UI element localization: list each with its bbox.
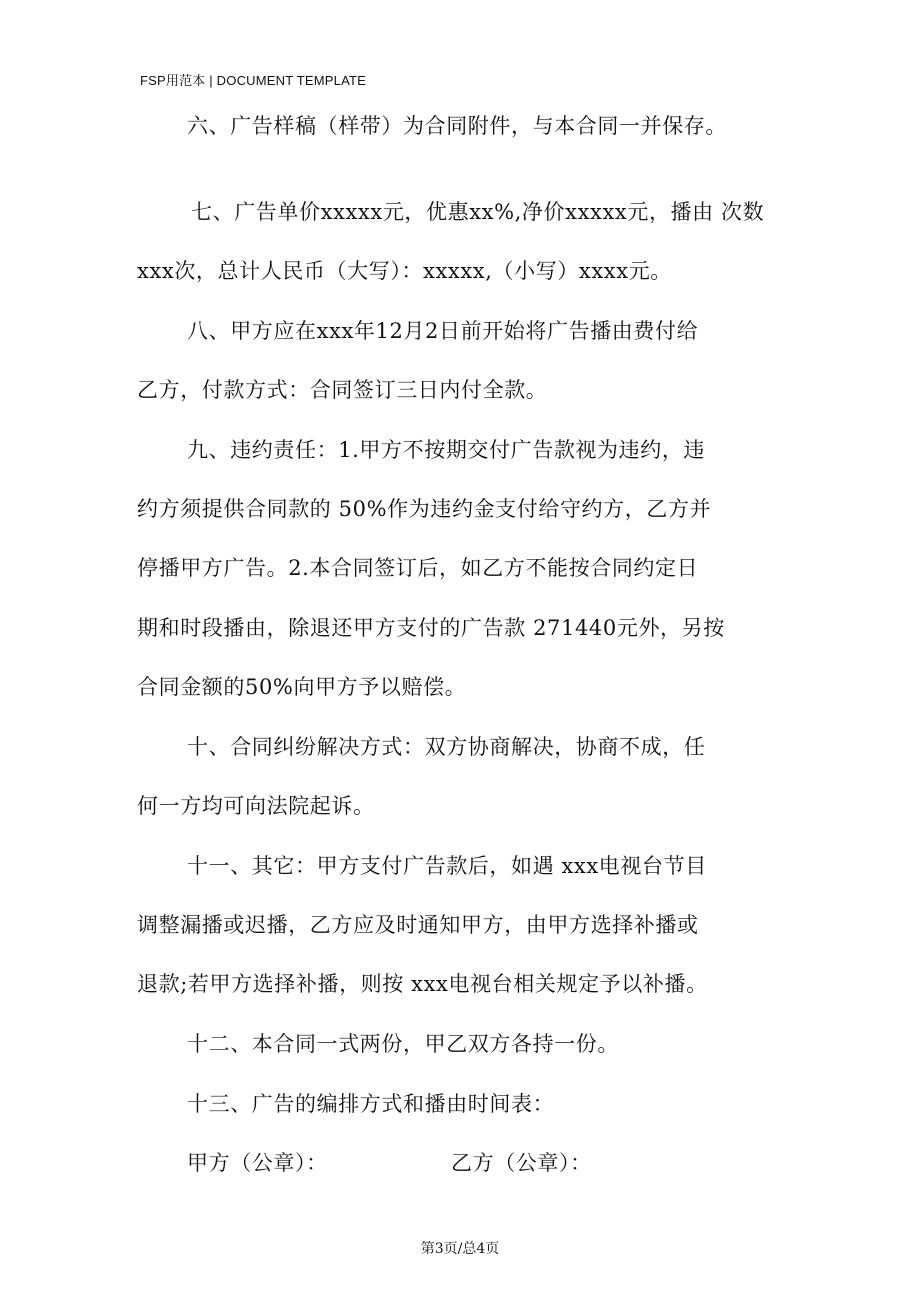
page-number: 第3页/总4页 — [420, 1241, 500, 1257]
signature-party-a: 甲方（公章）： — [187, 1151, 328, 1175]
clause-9-line-3: 停播甲方广告。2.本合同签订后，如乙方不能按合同约定日 — [137, 556, 699, 580]
signature-party-b: 乙方（公章）： — [451, 1151, 592, 1175]
document-header: FSP用范本 | DOCUMENT TEMPLATE — [140, 73, 366, 88]
clause-10-line-2: 何一方均可向法院起诉。 — [137, 794, 375, 818]
clause-8-line-2: 乙方，付款方式：合同签订三日内付全款。 — [137, 378, 548, 402]
clause-13: 十三、广告的编排方式和播由时间表： — [187, 1092, 555, 1116]
clause-7-line-1: 七、广告单价xxxxx元，优惠xx%,净价xxxxx元，播由 次数 — [191, 200, 765, 224]
clause-9-line-4: 期和时段播由，除退还甲方支付的广告款 271440元外，另按 — [137, 616, 725, 640]
clause-9-line-1: 九、违约责任：1.甲方不按期交付广告款视为违约，违 — [187, 438, 706, 462]
clause-11-line-2: 调整漏播或迟播，乙方应及时通知甲方，由甲方选择补播或 — [137, 913, 699, 937]
clause-8-line-1: 八、甲方应在xxx年12月2日前开始将广告播由费付给 — [187, 319, 699, 343]
clause-11-line-3: 退款;若甲方选择补播，则按 xxx电视台相关规定予以补播。 — [137, 972, 708, 996]
clause-11-line-1: 十一、其它：甲方支付广告款后，如遇 xxx电视台节目 — [187, 854, 707, 878]
clause-9-line-5: 合同金额的50%向甲方予以赔偿。 — [137, 675, 467, 699]
clause-10-line-1: 十、合同纠纷解决方式：双方协商解决，协商不成，任 — [187, 735, 706, 759]
clause-6: 六、广告样稿（样带）为合同附件，与本合同一并保存。 — [187, 114, 727, 138]
clause-12: 十二、本合同一式两份，甲乙双方各持一份。 — [187, 1032, 619, 1056]
clause-9-line-2: 约方须提供合同款的 50%作为违约金支付给守约方，乙方并 — [137, 497, 712, 521]
clause-7-line-2: xxx次，总计人民币（大写）：xxxxx,（小写）xxxx元。 — [137, 259, 672, 283]
